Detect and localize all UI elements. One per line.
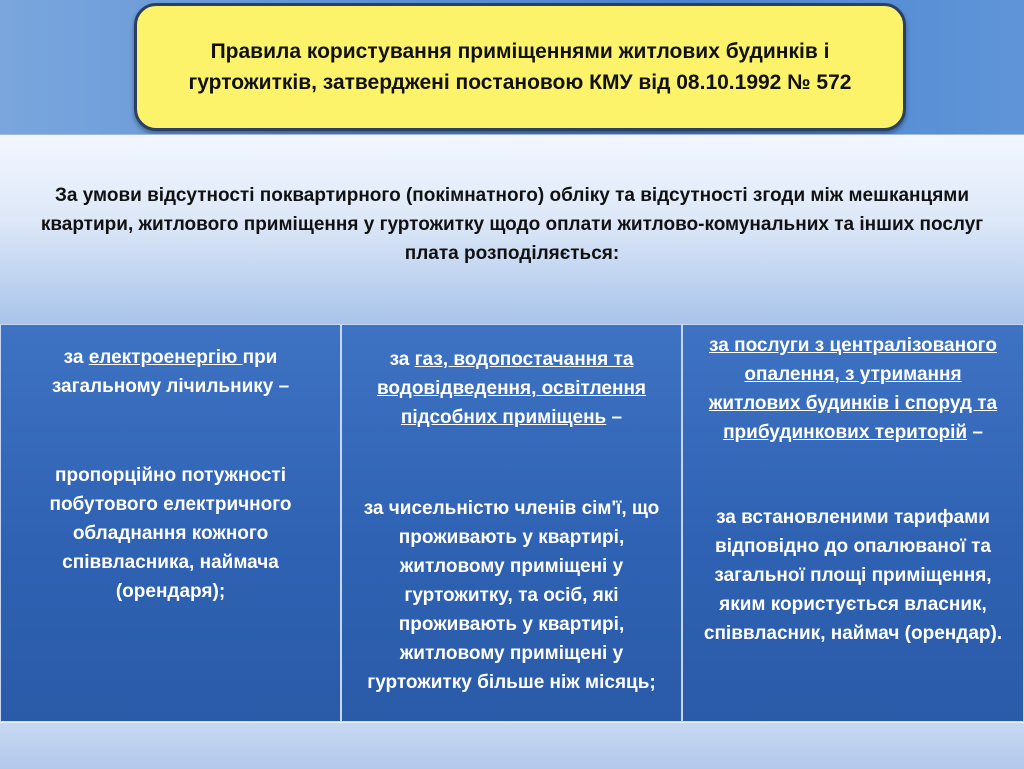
column-gas-water — [341, 324, 682, 722]
column-body: пропорційно потужності побутового електричного обладнання кожного співвласника, наймача (орендаря); — [49, 465, 292, 602]
intro-text: За умови відсутності поквартирного (покімнатного) обліку та відсутності згоди між мешканцями квартири, житлового приміщення у гуртожитку щодо оплати житлово-комунальних та інших послуг плата розподіляється: — [40, 185, 984, 264]
heading-link-heating[interactable]: за послуги з централізованого опалення, з утримання житлових будинків і споруд та прибудинкових територій — [708, 335, 998, 443]
column-heating — [682, 324, 1024, 722]
intro-panel — [0, 134, 1024, 324]
rules-columns — [0, 324, 1024, 722]
column-heading — [15, 343, 326, 401]
column-body: за встановленими тарифами відповідно до опалюваної та загальної площі приміщення, яким користується власник, співвласник, наймач (орендар). — [703, 507, 1003, 644]
heading-suffix: – — [606, 407, 623, 428]
heading-link-gas-water[interactable]: газ, водопостачання та водовідведення, освітлення підсобних приміщень — [376, 349, 647, 428]
heading-suffix: при загальному лічильнику – — [51, 347, 290, 397]
column-body: за чисельністю членів сім'ї, що проживають у квартирі, житловому приміщені у гуртожитку, та осіб, які проживають у квартирі, житловому приміщені у гуртожитку більше ніж місяць; — [363, 498, 660, 693]
slide-title-text: Правила користування приміщеннями житлових будинків і гуртожитків, затверджені постановою КМУ від 08.10.1992 № 572 — [188, 40, 852, 94]
bottom-band — [0, 722, 1024, 769]
column-electricity — [0, 324, 341, 722]
slide-title — [134, 3, 906, 131]
column-heading — [356, 345, 667, 432]
heading-prefix: за — [389, 349, 415, 370]
heading-link-electricity[interactable]: електроенергію — [88, 347, 243, 368]
heading-suffix: – — [967, 422, 983, 443]
heading-prefix: за — [63, 347, 89, 368]
column-heading — [697, 331, 1009, 447]
